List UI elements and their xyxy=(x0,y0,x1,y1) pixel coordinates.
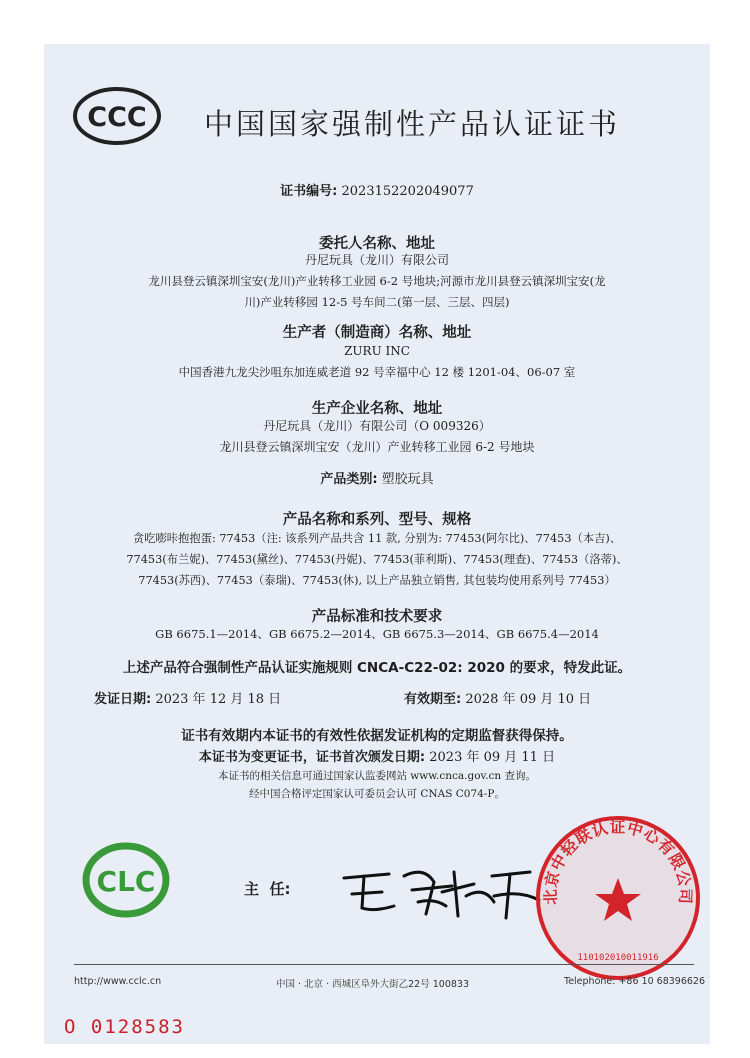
factory-name: 丹尼玩具（龙川）有限公司（O 009326） xyxy=(263,419,491,433)
expiry-date-value: 2028 年 09 月 10 日 xyxy=(465,692,592,707)
director-label: 主 任: xyxy=(244,880,291,898)
product-category xyxy=(44,469,710,490)
client-address-2: 川)产业转移园 12-5 号车间二(第一层、三层、四层) xyxy=(244,295,510,309)
product-line-1: 贪吃嘭咔抱抱蛋: 77453（注: 该系列产品共含 11 款, 分别为: 77453(阿尔比)、77453（本吉)、 xyxy=(132,532,622,545)
standards-heading: 产品标准和技术要求 xyxy=(311,609,443,625)
director-signature xyxy=(334,856,554,926)
issue-date-label: 发证日期: xyxy=(94,692,152,707)
clc-logo xyxy=(82,842,170,918)
cert-number-label: 证书编号: xyxy=(280,184,338,199)
standards-value: GB 6675.1—2014、GB 6675.2—2014、GB 6675.3—2014、GB 6675.4—2014 xyxy=(155,627,599,641)
info-line-2: 经中国合格评定国家认可委员会认可 CNAS C074-P。 xyxy=(249,788,505,800)
certificate-title: 中国国家强制性产品认证证书 xyxy=(204,107,621,141)
cert-number-value: 2023152202049077 xyxy=(341,184,474,199)
factory-address: 龙川县登云镇深圳宝安（龙川）产业转移工业园 6-2 号地块 xyxy=(219,440,535,454)
manufacturer-address: 中国香港九龙尖沙咀东加连威老道 92 号幸福中心 12 楼 1201-04、06-07 室 xyxy=(178,365,576,379)
compliance-statement: 上述产品符合强制性产品认证实施规则 CNCA-C22-02: 2020 的要求，特发此证。 xyxy=(122,660,632,676)
category-value: 塑胶玩具 xyxy=(381,472,434,487)
svg-text:110102010011916: 110102010011916 xyxy=(577,953,659,963)
certificate xyxy=(44,44,710,1044)
factory-heading: 生产企业名称、地址 xyxy=(311,401,443,417)
footer-divider xyxy=(74,964,694,965)
change-note-value: 2023 年 09 月 11 日 xyxy=(429,750,556,765)
cert-number xyxy=(44,181,710,202)
change-note xyxy=(44,746,710,765)
svg-text:CCC: CCC xyxy=(87,102,147,133)
expiry-date-label: 有效期至: xyxy=(404,692,462,707)
validity-note: 证书有效期内本证书的有效性依据发证机构的定期监督获得保持。 xyxy=(181,728,573,744)
product-heading: 产品名称和系列、型号、规格 xyxy=(282,512,472,528)
client-address-1: 龙川县登云镇深圳宝安(龙川)产业转移工业园 6-2 号地块;河源市龙川县登云镇深圳宝安(龙 xyxy=(148,274,606,288)
manufacturer-heading: 生产者（制造商）名称、地址 xyxy=(282,325,472,341)
ccc-logo xyxy=(72,86,162,146)
client-heading: 委托人名称、地址 xyxy=(319,236,435,252)
issue-date xyxy=(94,688,281,707)
manufacturer-name: ZURU INC xyxy=(344,344,410,358)
company-seal xyxy=(534,814,702,982)
footer-website: http://www.cclc.cn xyxy=(74,976,162,987)
product-line-3: 77453(苏西)、77453（泰瑞)、77453(休), 以上产品独立销售, 其包装均使用系列号 77453） xyxy=(138,574,616,587)
client-name: 丹尼玩具（龙川）有限公司 xyxy=(304,253,449,267)
product-line-2: 77453(布兰妮)、77453(黛丝)、77453(丹妮)、77453(菲利斯)、77453(理查)、77453（洛蒂)、 xyxy=(126,553,628,566)
expiry-date xyxy=(404,688,591,707)
footer-telephone: Telephone: +86 10 68396626 xyxy=(564,976,705,987)
serial-number: O 0128583 xyxy=(64,1016,185,1038)
svg-text:北京中轻联认证中心有限公司: 北京中轻联认证中心有限公司 xyxy=(541,818,695,906)
svg-text:CLC: CLC xyxy=(96,865,156,898)
footer-address: 中国 · 北京 · 西城区阜外大街乙22号 100833 xyxy=(276,979,469,990)
category-label: 产品类别: xyxy=(320,472,378,487)
change-note-label: 本证书为变更证书，证书首次颁发日期: xyxy=(198,750,426,765)
info-line-1: 本证书的相关信息可通过国家认监委网站 www.cnca.gov.cn 查询。 xyxy=(217,770,537,782)
issue-date-value: 2023 年 12 月 18 日 xyxy=(155,692,282,707)
